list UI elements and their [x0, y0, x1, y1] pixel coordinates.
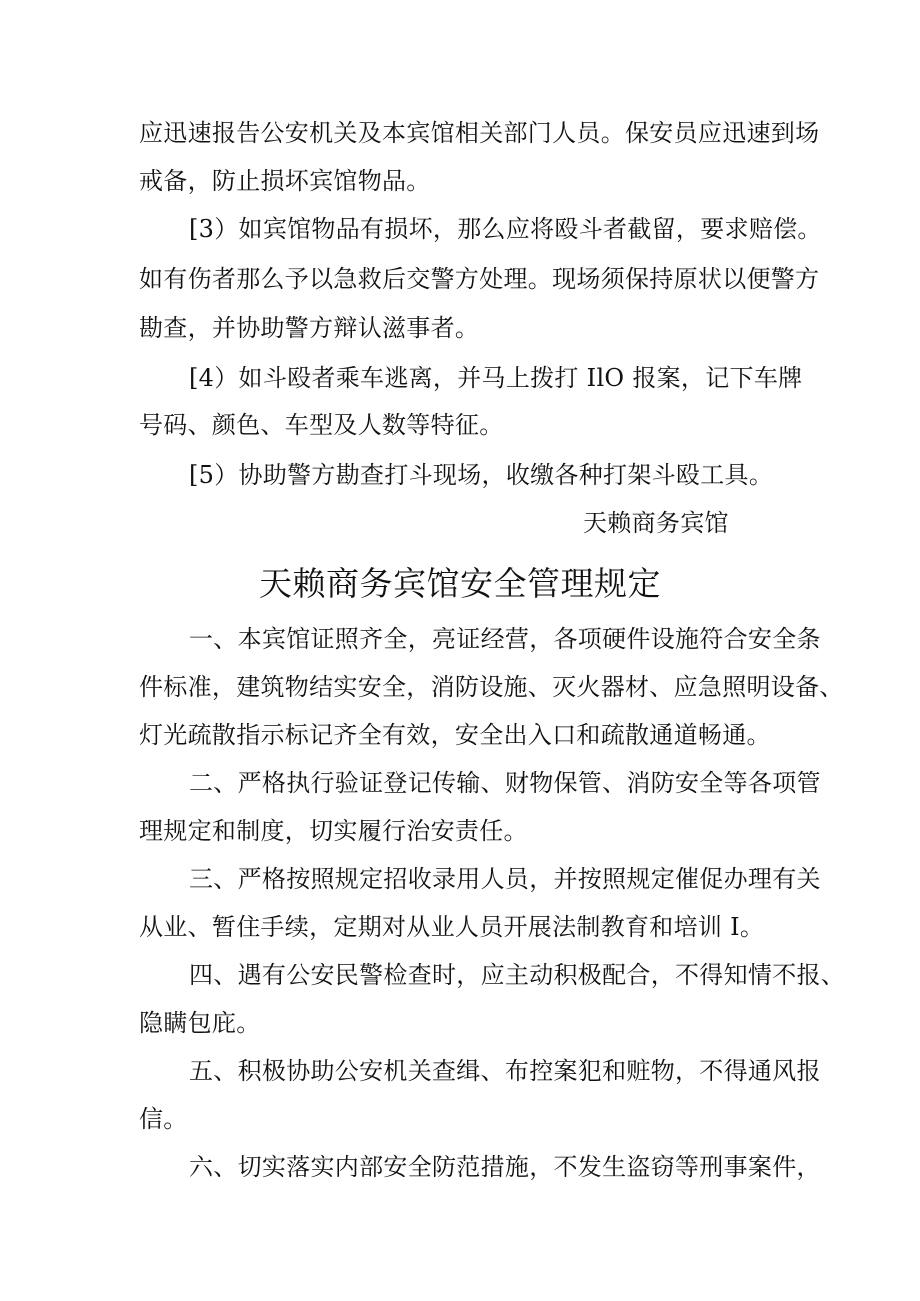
body-line: 理规定和制度，切实履行治安责任。: [139, 817, 528, 845]
body-line: 勘查，并协助警方辩认滋事者。: [139, 314, 480, 342]
list-item-4: [4）如斗殴者乘车逃离，并马上拨打 IlO 报案，记下车牌: [189, 364, 803, 392]
body-line: 件标准，建筑物结实安全，消防设施、灭火器材、应急照明设备、: [139, 673, 844, 701]
body-line: 号码、颜色、车型及人数等特征。: [139, 411, 504, 439]
signature-hotel-name: 天赖商务宾馆: [583, 509, 729, 537]
clause-1: 一、本宾馆证照齐全，亮证经营，各项硬件设施符合安全条: [189, 625, 821, 653]
body-line: 如有伤者那么予以急救后交警方处理。现场须保持原状以便警方: [139, 265, 820, 293]
clause-6: 六、切实落实内部安全防范措施，不发生盗窃等刑事案件，: [189, 1153, 821, 1181]
body-line: 隐瞒包庇。: [139, 1009, 261, 1037]
clause-2: 二、严格执行验证登记传输、财物保管、消防安全等各项管: [189, 769, 821, 797]
list-item-3: [3）如宾馆物品有损坏，那么应将殴斗者截留，要求赔偿。: [189, 215, 822, 243]
body-line: 戒备，防止损坏宾馆物品。: [139, 167, 431, 195]
clause-4: 四、遇有公安民警检查时，应主动积极配合，不得知情不报、: [189, 961, 846, 989]
body-line: 信。: [139, 1105, 188, 1133]
document-title: 天赖商务宾馆安全管理规定: [259, 564, 661, 603]
body-line: 从业、暂住手续，定期对从业人员开展法制教育和培训 I。: [139, 913, 765, 941]
body-line: 灯光疏散指示标记齐全有效，安全出入口和疏散通道畅通。: [139, 721, 771, 749]
clause-3: 三、严格按照规定招收录用人员，并按照规定催促办理有关: [189, 865, 821, 893]
list-item-5: [5）协助警方勘查打斗现场，收缴各种打架斗殴工具。: [189, 461, 774, 489]
clause-5: 五、积极协助公安机关查缉、布控案犯和赃物，不得通风报: [189, 1057, 821, 1085]
body-line: 应迅速报告公安机关及本宾馆相关部门人员。保安员应迅速到场: [139, 119, 820, 147]
